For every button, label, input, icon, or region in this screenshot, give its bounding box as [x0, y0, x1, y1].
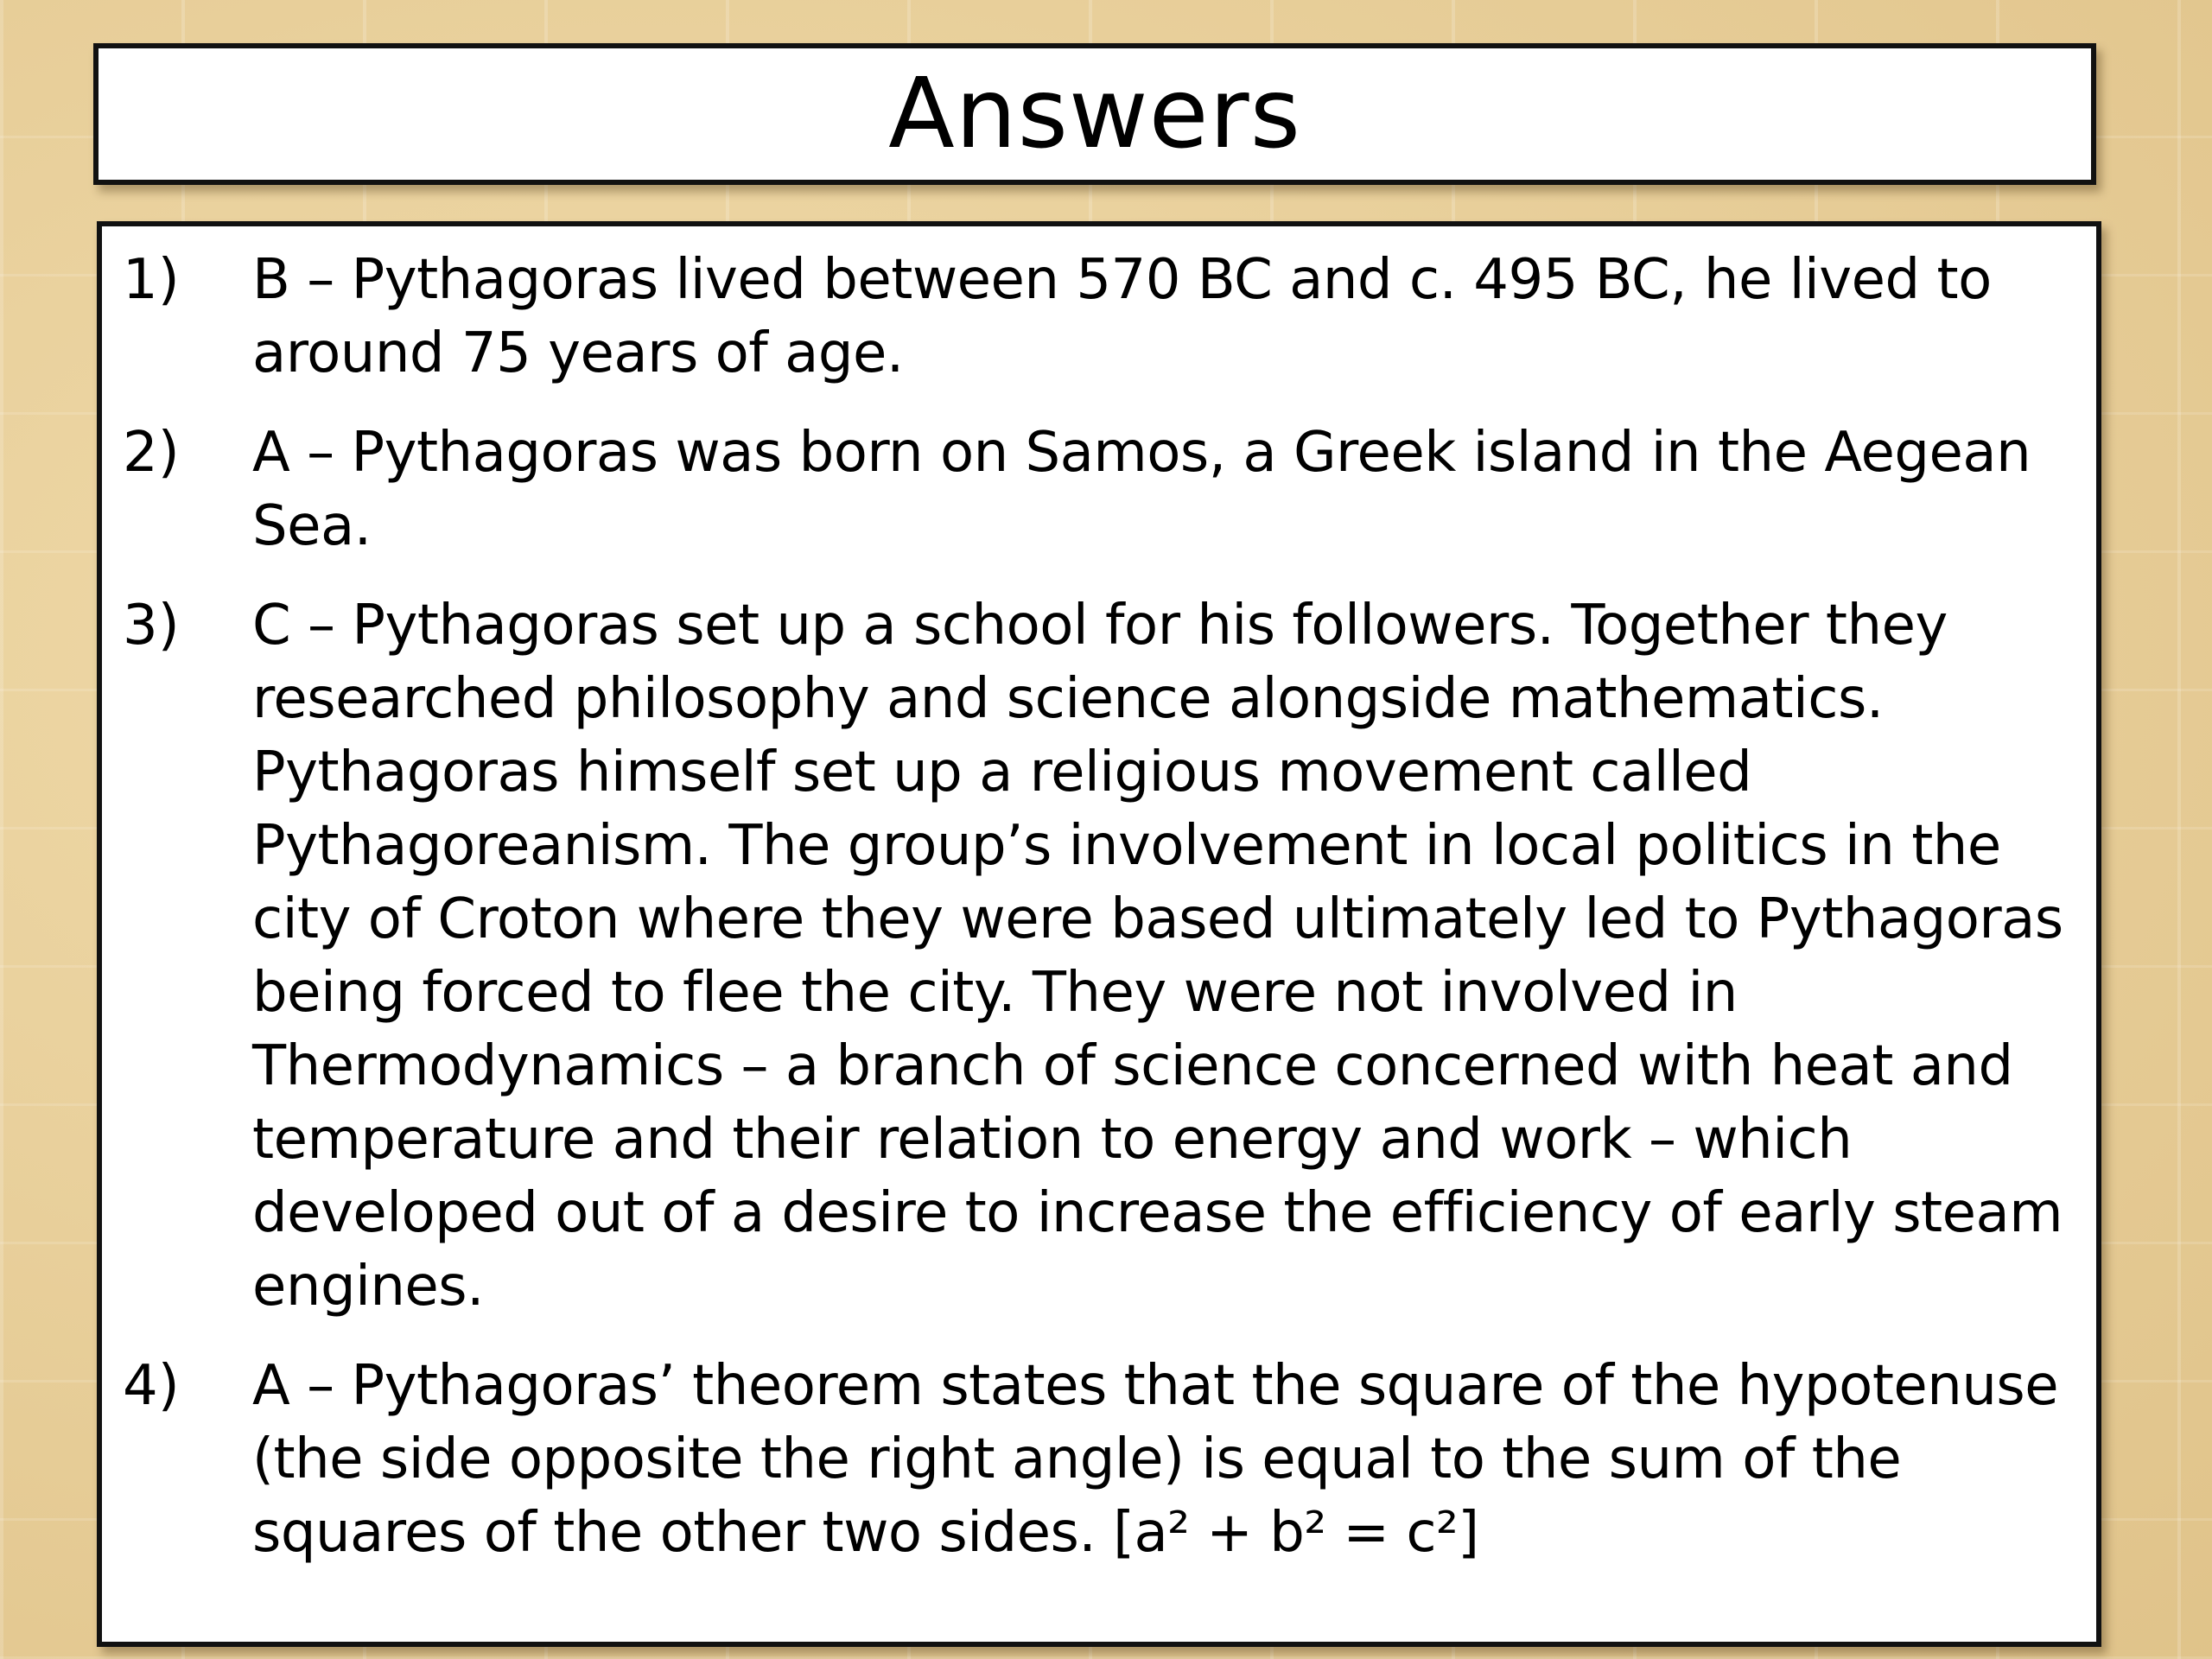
answer-number: 1): [123, 248, 180, 312]
page-title: Answers: [888, 58, 1301, 170]
answer-item-1: [123, 244, 2070, 391]
answer-text: A – Pythagoras’ theorem states that the square of the hypotenuse (the side opposite the right angle) is equal to the sum of the squares of the other two sides. [a² + b² = c²]: [252, 1354, 2059, 1565]
answer-number: 4): [123, 1354, 180, 1418]
answer-text: C – Pythagoras set up a school for his followers. Together they researched philosophy and science alongside mathematics. Pythagoras himself set up a religious movement called Pythagoreanism. The group’s involvement in local politics in the city of Croton where they were based ultimately led to Pythagoras being forced to flee the city. They were not involved in Thermodynamics – a branch of science concerned with heat and temperature and their relation to energy and work – which developed out of a desire to increase the efficiency of early steam engines.: [252, 594, 2063, 1319]
answer-number: 2): [123, 421, 180, 485]
answer-list: [123, 244, 2070, 1570]
answer-number: 3): [123, 594, 180, 658]
answers-box: [97, 221, 2101, 1647]
answer-item-4: [123, 1350, 2070, 1570]
answer-text: A – Pythagoras was born on Samos, a Greek island in the Aegean Sea.: [252, 421, 2031, 558]
answer-item-2: [123, 416, 2070, 563]
answer-item-3: [123, 589, 2070, 1324]
answer-text: B – Pythagoras lived between 570 BC and c. 495 BC, he lived to around 75 years of age.: [252, 248, 1992, 385]
title-box: [93, 43, 2096, 185]
